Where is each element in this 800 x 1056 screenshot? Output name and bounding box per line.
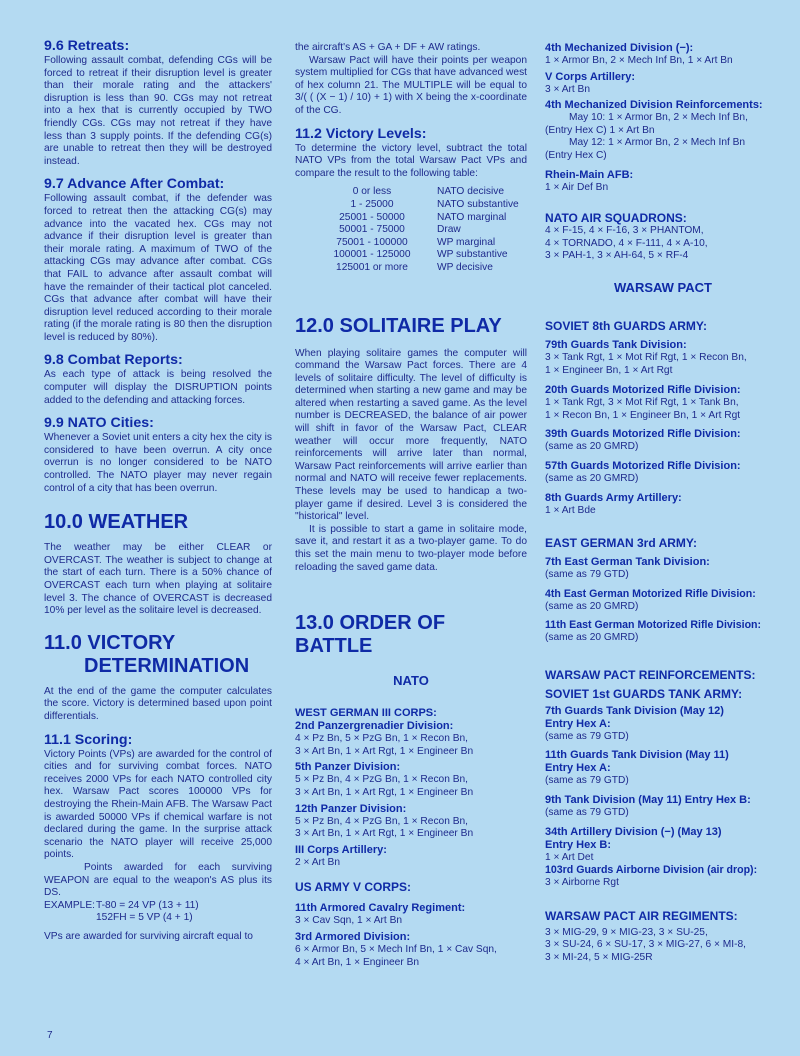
unit-detail: (Entry Hex C) 1 × Art Bn	[545, 124, 655, 136]
unit-name: 11th Guards Tank Division (May 11)	[545, 749, 729, 762]
section-text: When playing solitaire games the computer will command the Warsaw Pact forces. There are 4 levels of solitaire difficulty. The level of difficulty is determined when starting a new game and may be altered when restarting a saved game. As the level number is DECREASED, the balance of air power will shift in favor of the Warsaw Pact, CLEAR weather will occur more frequently, NATO reinforcements will arrive later than normal, Warsaw Pact reinforcements will arrive earlier than normal and NATO will receive fewer replacements. These levels may be used to handicap a two-player game if desired. Level 3 is considered the "historical" level.	[295, 347, 527, 523]
unit-detail: (same as 20 GMRD)	[545, 600, 639, 612]
unit-detail: (same as 20 GMRD)	[545, 441, 639, 453]
level-result: WP marginal	[437, 236, 496, 248]
table-row	[317, 249, 519, 262]
chapter-heading: 10.0 WEATHER	[44, 511, 189, 534]
unit-name: III Corps Artillery:	[295, 843, 387, 856]
unit-detail: 3 × Cav Sqn, 1 × Art Bn	[295, 915, 403, 927]
column-right	[545, 42, 781, 965]
level-result: NATO substantive	[437, 198, 519, 210]
section-text: Points awarded for each surviving WEAPON are equal to the weapon's AS plus its DS.	[44, 861, 272, 899]
section-heading: 9.8 Combat Reports:	[44, 352, 183, 369]
section-text: Victory Points (VPs) are awarded for the control of cities and for surviving combat forces. NATO receives 2000 VPs for each NATO controlled city hex. Warsaw Pact scores 100000 VPs for destroying the Rhein-Main AFB. The Warsaw Pact is awarded 50000 VPs if chemical warfare is not declared during the game. In the surprise attack scenario the NATO player will receive 25,000 points.	[44, 748, 272, 861]
page-number: 7	[47, 1030, 53, 1041]
unit-detail: 3 × Art Bn, 1 × Art Rgt, 1 × Engineer Bn	[295, 828, 474, 840]
unit-detail: 1 × Armor Bn, 2 × Mech Inf Bn, 1 × Art Bn	[545, 55, 733, 66]
section-heading: 9.7 Advance After Combat:	[44, 176, 225, 193]
section-heading: 9.6 Retreats:	[44, 38, 130, 54]
unit-name: 4th East German Motorized Rifle Division:	[545, 587, 756, 600]
unit-name: Rhein-Main AFB:	[545, 168, 634, 181]
unit-name: 34th Artillery Division (−) (May 13)	[545, 825, 722, 838]
group-heading: WARSAW PACT AIR REGIMENTS:	[545, 908, 738, 923]
example-line: 152FH = 5 VP (4 + 1)	[96, 912, 193, 924]
unit-detail: 6 × Armor Bn, 5 × Mech Inf Bn, 1 × Cav Sqn,	[295, 943, 497, 955]
level-result: Draw	[437, 224, 461, 236]
unit-name: 9th Tank Division (May 11) Entry Hex B:	[545, 794, 751, 807]
unit-name: 2nd Panzergrenadier Division:	[295, 720, 454, 733]
section-heading: 11.2 Victory Levels:	[295, 125, 427, 142]
unit-detail: 5 × Pz Bn, 4 × PzG Bn, 1 × Recon Bn,	[295, 774, 469, 786]
chapter-heading: 13.0 ORDER OF BATTLE	[295, 612, 446, 658]
unit-name: 20th Guards Motorized Rifle Division:	[545, 384, 741, 397]
section-text: The weather may be either CLEAR or OVERCAST. The weather is subject to change at the start of each turn. There is a 50% chance of OVERCAST each turn when playing at solitaire level 3. The chance of OVERCAST is decreased 10% per level as the solitaire level is decreased.	[44, 542, 272, 617]
level-result: WP substantive	[437, 249, 508, 261]
unit-name: 12th Panzer Division:	[295, 802, 407, 815]
level-range: 100001 - 125000	[333, 249, 411, 261]
unit-name: Entry Hex A:	[545, 717, 611, 730]
unit-name: 4th Mechanized Division (−):	[545, 42, 694, 54]
unit-detail: 4 × F-15, 4 × F-16, 3 × PHANTOM,	[545, 225, 704, 237]
unit-detail: May 10: 1 × Armor Bn, 2 × Mech Inf Bn,	[569, 112, 748, 124]
example	[44, 900, 272, 913]
unit-detail: 3 × MIG-29, 9 × MIG-23, 3 × SU-25,	[545, 926, 708, 938]
unit-name: 79th Guards Tank Division:	[545, 338, 687, 351]
table-row	[317, 212, 519, 225]
unit-name: 8th Guards Army Artillery:	[545, 491, 682, 504]
table-row	[317, 199, 519, 212]
level-range: 25001 - 50000	[339, 211, 405, 223]
section-text: Following assault combat, if the defender was forced to retreat then the attacking CG(s) may advance into the vacated hex. CGs may not advance if their disruption level is greater than their morale rating. A maximum of TWO of the attacking CGs may advance after combat. CGs that FAIL to advance after assault combat will have the remainder of their tactical plot canceled. CGs that advance after combat will have their disruption level reduced according to their morale rating (if the morale rating is 80 then the disruption level is reduced by 80%).	[44, 193, 272, 343]
unit-name: 11th East German Motorized Rifle Division:	[545, 619, 762, 632]
unit-detail: 3 × Tank Rgt, 1 × Mot Rif Rgt, 1 × Recon Bn,	[545, 351, 747, 363]
level-result: NATO marginal	[437, 211, 507, 223]
group-heading: WARSAW PACT REINFORCEMENTS:	[545, 667, 756, 682]
chapter-heading: DETERMINATION	[84, 654, 250, 677]
level-range: 125001 or more	[336, 261, 408, 273]
unit-detail: (same as 20 GMRD)	[545, 632, 639, 644]
unit-detail: (same as 79 GTD)	[545, 807, 629, 819]
table-row	[317, 224, 519, 237]
unit-name: 7th East German Tank Division:	[545, 556, 710, 569]
chapter-heading: 11.0 VICTORY	[44, 631, 176, 654]
unit-name: 7th Guards Tank Division (May 12)	[545, 704, 724, 717]
table-row	[317, 262, 519, 275]
unit-name: 39th Guards Motorized Rifle Division:	[545, 428, 741, 441]
unit-detail: 3 × Art Bn, 1 × Art Rgt, 1 × Engineer Bn	[295, 745, 474, 757]
unit-detail: 4 × Art Bn, 1 × Engineer Bn	[295, 956, 420, 968]
victory-levels-table	[317, 186, 519, 274]
unit-name: Entry Hex A:	[545, 762, 611, 775]
unit-detail: (same as 79 GTD)	[545, 775, 629, 787]
unit-detail: 1 × Art Det	[545, 851, 594, 863]
unit-detail: May 12: 1 × Armor Bn, 2 × Mech Inf Bn	[569, 137, 746, 149]
section-text: the aircraft's AS + GA + DF + AW ratings.	[295, 42, 481, 53]
unit-name: Entry Hex B:	[545, 838, 612, 851]
unit-detail: (Entry Hex C)	[545, 149, 607, 161]
unit-detail: 3 × PAH-1, 3 × AH-64, 5 × RF-4	[545, 250, 689, 262]
section-text: Following assault combat, defending CGs will be forced to retreat if their disruption level is greater than their morale rating and the attackers' disruption is less than 90. CGs may not retreat into a hex that is currently occupied by TWO friendly CGs. CGs may not retreat if they have less than 3 supply points. If the defending CG(s) are unable to retreat then they will be destroyed instead.	[44, 55, 272, 167]
unit-detail: (same as 20 GMRD)	[545, 472, 639, 484]
section-text: To determine the victory level, subtract the total NATO VPs from the total Warsaw Pact VPs and compare the result to the following table:	[295, 142, 527, 179]
unit-name: V Corps Artillery:	[545, 70, 636, 83]
level-range: 75001 - 100000	[336, 236, 408, 248]
group-heading: EAST GERMAN 3rd ARMY:	[545, 536, 698, 551]
unit-name: 103rd Guards Airborne Division (air drop):	[545, 864, 758, 877]
unit-detail: 3 × SU-24, 6 × SU-17, 3 × MIG-27, 6 × MI-8,	[545, 939, 747, 951]
unit-detail: 3 × Airborne Rgt	[545, 877, 619, 889]
group-heading: NATO AIR SQUADRONS:	[545, 211, 687, 226]
section-heading: 9.9 NATO Cities:	[44, 415, 154, 432]
level-result: NATO decisive	[437, 186, 504, 198]
group-heading: SOVIET 8th GUARDS ARMY:	[545, 318, 708, 333]
unit-name: 11th Armored Cavalry Regiment:	[295, 902, 466, 915]
unit-detail: 2 × Art Bn	[295, 856, 341, 868]
level-result: WP decisive	[437, 261, 493, 273]
unit-detail: 4 × Pz Bn, 5 × PzG Bn, 1 × Recon Bn,	[295, 733, 469, 745]
table-row	[317, 186, 519, 199]
example-label: EXAMPLE:	[44, 899, 95, 911]
unit-name: 57th Guards Motorized Rifle Division:	[545, 459, 741, 472]
unit-detail: (same as 79 GTD)	[545, 569, 629, 581]
unit-detail: 1 × Tank Rgt, 3 × Mot Rif Rgt, 1 × Tank Bn,	[545, 397, 739, 409]
level-range: 1 - 25000	[350, 198, 394, 210]
corps-heading: US ARMY V CORPS:	[295, 880, 412, 895]
section-text: Whenever a Soviet unit enters a city hex the city is considered to have been overrun. A city once overrun is no longer considered to be NATO controlled. The NATO player may never regain control of a city that has been overrun.	[44, 432, 272, 494]
unit-detail: 3 × Art Bn, 1 × Art Rgt, 1 × Engineer Bn	[295, 786, 474, 798]
section-text: Warsaw Pact will have their points per weapon system multiplied for CGs that have advanced west of hex column 21. The MULTIPLE will be equal to 3/( ( (X − 1) / 10) + 1) with X being the x-coordinate of the CG.	[295, 54, 527, 116]
corps-heading: WEST GERMAN III CORPS:	[295, 707, 437, 720]
unit-name: 5th Panzer Division:	[295, 761, 401, 774]
unit-detail: 1 × Art Bde	[545, 504, 596, 516]
column-left	[44, 38, 272, 943]
example	[44, 912, 272, 925]
section-text: It is possible to start a game in solitaire mode, save it, and restart it as a two-player game. To do this set the main menu to two-player mode before reloading the saved game data.	[295, 523, 527, 573]
group-heading: SOVIET 1st GUARDS TANK ARMY:	[545, 686, 743, 701]
chapter-heading: 12.0 SOLITAIRE PLAY	[295, 314, 502, 337]
faction-heading: WARSAW PACT	[614, 279, 712, 295]
unit-detail: 1 × Air Def Bn	[545, 181, 609, 193]
section-text: VPs are awarded for surviving aircraft equal to	[44, 930, 253, 942]
unit-detail: 1 × Engineer Bn, 1 × Art Rgt	[545, 364, 673, 376]
unit-detail: 3 × Art Bn	[545, 83, 591, 95]
unit-detail: 1 × Recon Bn, 1 × Engineer Bn, 1 × Art Rgt	[545, 409, 741, 421]
column-middle	[295, 42, 527, 969]
faction-heading: NATO	[393, 673, 429, 689]
example-line: T-80 = 24 VP (13 + 11)	[96, 899, 199, 911]
unit-detail: (same as 79 GTD)	[545, 730, 629, 742]
unit-detail: 4 × TORNADO, 4 × F-111, 4 × A-10,	[545, 237, 708, 249]
section-heading: 11.1 Scoring:	[44, 731, 133, 748]
level-range: 50001 - 75000	[339, 224, 405, 236]
unit-name: 3rd Armored Division:	[295, 930, 411, 943]
level-range: 0 or less	[352, 186, 392, 198]
unit-detail: 3 × MI-24, 5 × MIG-25R	[545, 952, 653, 964]
section-text: As each type of attack is being resolved the computer will display the DISRUPTION points added to the defending and attacking forces.	[44, 369, 272, 406]
unit-detail: 5 × Pz Bn, 4 × PzG Bn, 1 × Recon Bn,	[295, 815, 469, 827]
table-row	[317, 237, 519, 250]
section-text: At the end of the game the computer calculates the score. Victory is determined based upon point differentials.	[44, 685, 272, 722]
unit-name: 4th Mechanized Division Reinforcements:	[545, 99, 763, 112]
